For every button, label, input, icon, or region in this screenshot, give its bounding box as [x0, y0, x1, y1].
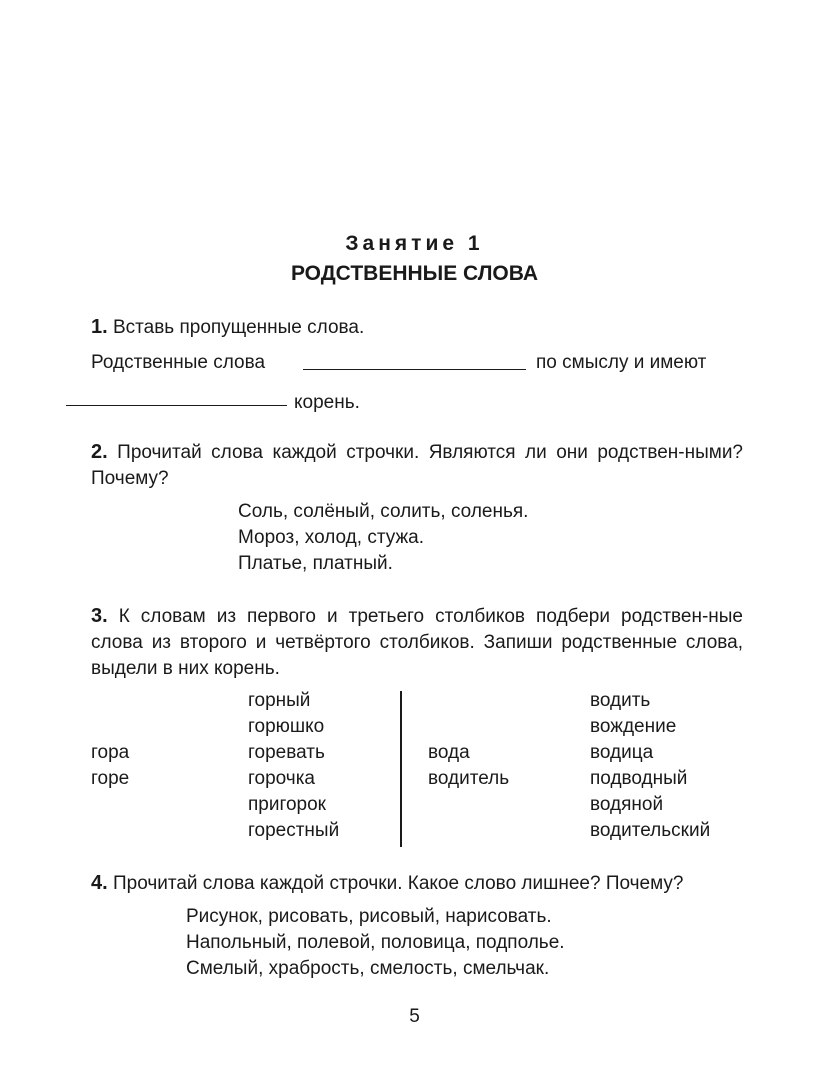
task4-row: Рисунок, рисовать, рисовый, нарисовать. [186, 906, 552, 927]
task3-instruction: К словам из первого и третьего столбиков подбери родствен-ные слова из второго и четвёртого столбиков. Запиши родственные слова, выдели в них корень. [91, 606, 743, 679]
col2-word: горевать [248, 742, 325, 763]
task2-instruction-block [91, 439, 743, 492]
task2-row: Платье, платный. [238, 553, 393, 574]
col3-word: водитель [428, 768, 510, 789]
task4-row: Напольный, полевой, половица, подполье. [186, 932, 565, 953]
col4-word: водительский [590, 820, 711, 841]
task1-line1-start: Родственные слова [91, 352, 266, 373]
column-divider [400, 691, 402, 847]
task4-instruction-line [91, 870, 683, 897]
task3-number: 3. [91, 605, 108, 627]
col2-word: горюшко [248, 716, 325, 737]
col1-word: гора [91, 742, 130, 763]
col4-word: водяной [590, 794, 664, 815]
col1-word: горе [91, 768, 130, 789]
col2-word: пригорок [248, 794, 326, 815]
task4-instruction: Прочитай слова каждой строчки. Какое слово лишнее? Почему? [112, 873, 684, 894]
col3-word: вода [428, 742, 470, 763]
col2-word: горестный [248, 820, 340, 841]
task1-sentence-line1 [91, 350, 265, 376]
task1-number: 1. [91, 316, 108, 338]
task2-row: Мороз, холод, стужа. [238, 527, 425, 548]
task1-line2-end: корень. [294, 392, 360, 413]
task1-line1-end: по смыслу и имеют [536, 352, 707, 373]
task2-row: Соль, солёный, солить, соленья. [238, 501, 529, 522]
task4-number: 4. [91, 872, 108, 894]
answer-blank-2[interactable] [66, 405, 287, 406]
task2-number: 2. [91, 441, 108, 463]
task4-row: Смелый, храбрость, смелость, смельчак. [186, 958, 550, 979]
col2-word: горный [248, 690, 311, 711]
lesson-title: Занятие 1 [345, 232, 484, 255]
page-number: 5 [409, 1006, 420, 1027]
col4-word: водить [590, 690, 651, 711]
task3-instruction-block [91, 603, 743, 682]
col2-word: горочка [248, 768, 315, 789]
task2-instruction: Прочитай слова каждой строчки. Являются ли они родствен-ными? Почему? [91, 442, 743, 489]
col4-word: вождение [590, 716, 677, 737]
task1-instruction-line [91, 314, 364, 341]
answer-blank-1[interactable] [303, 369, 526, 370]
col4-word: подводный [590, 768, 688, 789]
task1-instruction: Вставь пропущенные слова. [112, 317, 365, 338]
col4-word: водица [590, 742, 654, 763]
lesson-topic: РОДСТВЕННЫЕ СЛОВА [290, 262, 539, 285]
